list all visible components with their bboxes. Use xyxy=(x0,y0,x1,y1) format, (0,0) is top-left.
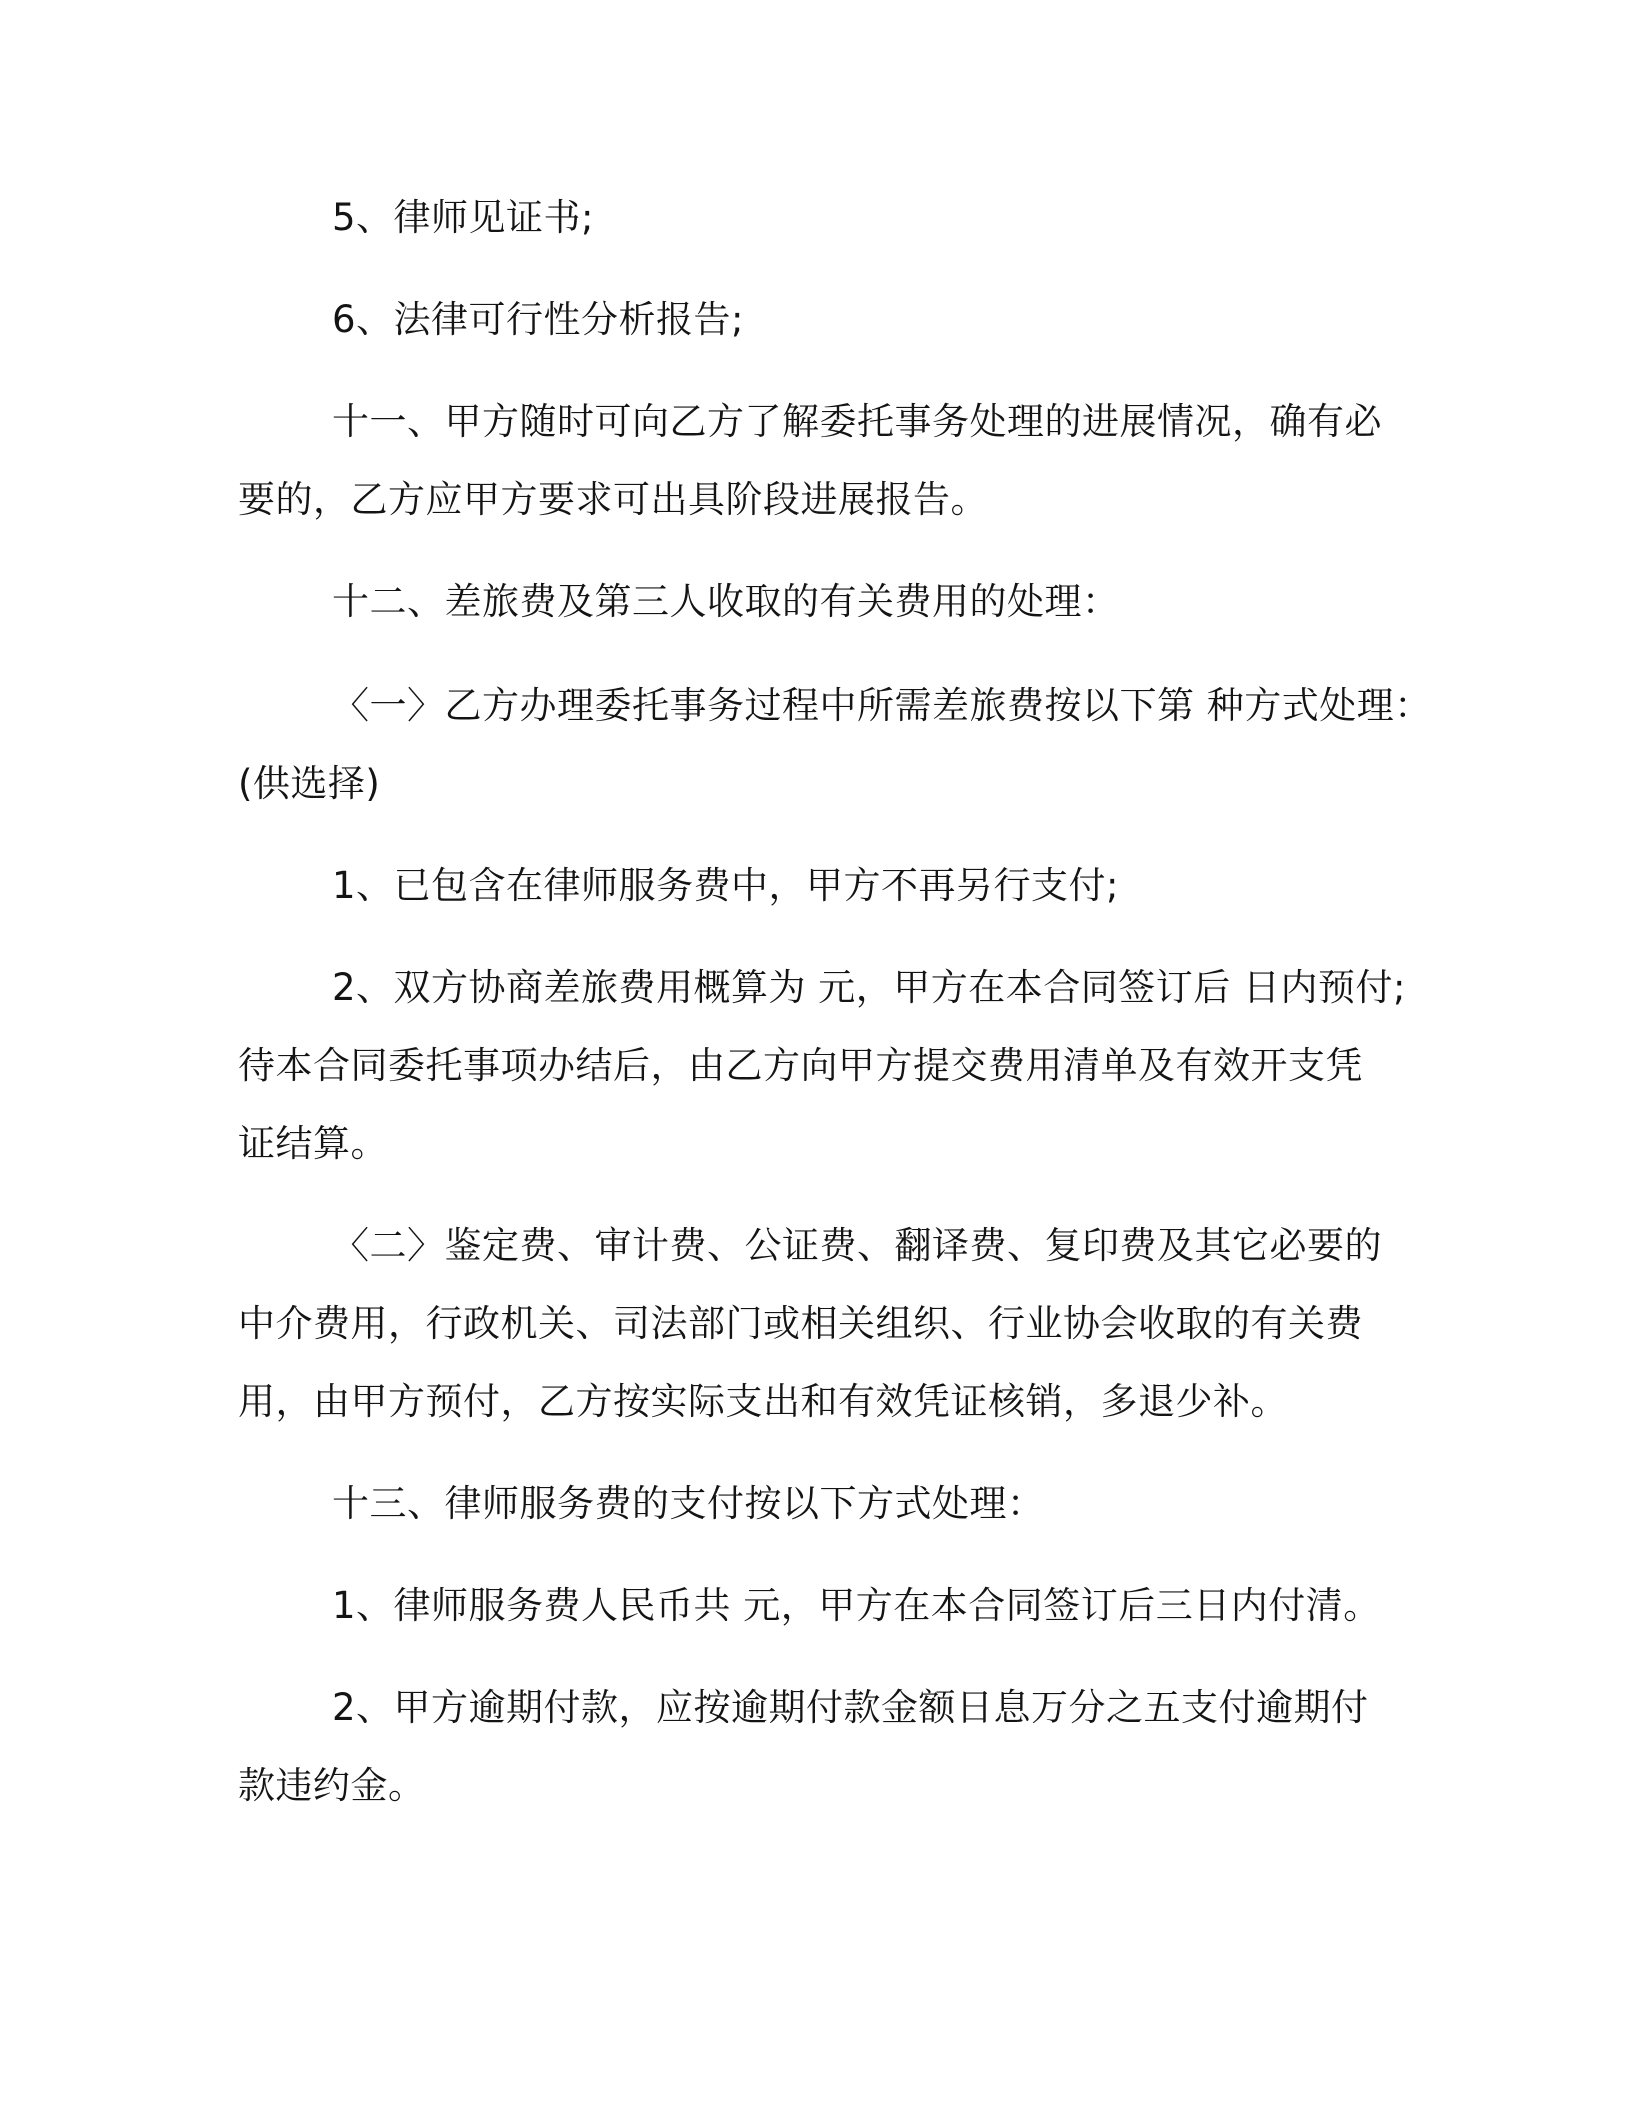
clause-12-option-1: 1、已包含在律师服务费中，甲方不再另行支付; xyxy=(332,864,1120,907)
clause-12-sub2-line-3: 用，由甲方预付，乙方按实际支出和有效凭证核销，多退少补。 xyxy=(238,1380,1288,1423)
clause-12-sub1-line-1: 〈一〉乙方办理委托事务过程中所需差旅费按以下第 种方式处理： xyxy=(332,684,1432,727)
clause-12-option-2-line-3: 证结算。 xyxy=(238,1122,388,1165)
clause-12-option-2-line-1: 2、双方协商差旅费用概算为 元，甲方在本合同签订后 日内预付; xyxy=(332,966,1407,1009)
clause-12-sub2-line-1: 〈二〉鉴定费、审计费、公证费、翻译费、复印费及其它必要的 xyxy=(332,1224,1382,1267)
clause-13-item-2-line-2: 款违约金。 xyxy=(238,1764,426,1807)
clause-13-item-2-line-1: 2、甲方逾期付款，应按逾期付款金额日息万分之五支付逾期付 xyxy=(332,1686,1369,1729)
clause-13-heading: 十三、律师服务费的支付按以下方式处理： xyxy=(332,1482,1045,1525)
clause-12-heading: 十二、差旅费及第三人收取的有关费用的处理： xyxy=(332,580,1120,623)
clause-12-option-2-line-2: 待本合同委托事项办结后，由乙方向甲方提交费用清单及有效开支凭 xyxy=(238,1044,1363,1087)
list-item-5: 5、律师见证书; xyxy=(332,196,595,239)
clause-11-line-2: 要的，乙方应甲方要求可出具阶段进展报告。 xyxy=(238,478,988,521)
clause-13-item-1: 1、律师服务费人民币共 元，甲方在本合同签订后三日内付清。 xyxy=(332,1584,1381,1627)
list-item-6: 6、法律可行性分析报告; xyxy=(332,298,745,341)
clause-11-line-1: 十一、甲方随时可向乙方了解委托事务处理的进展情况，确有必 xyxy=(332,400,1382,443)
clause-12-sub2-line-2: 中介费用，行政机关、司法部门或相关组织、行业协会收取的有关费 xyxy=(238,1302,1363,1345)
clause-12-sub1-line-2: (供选择) xyxy=(238,762,381,805)
